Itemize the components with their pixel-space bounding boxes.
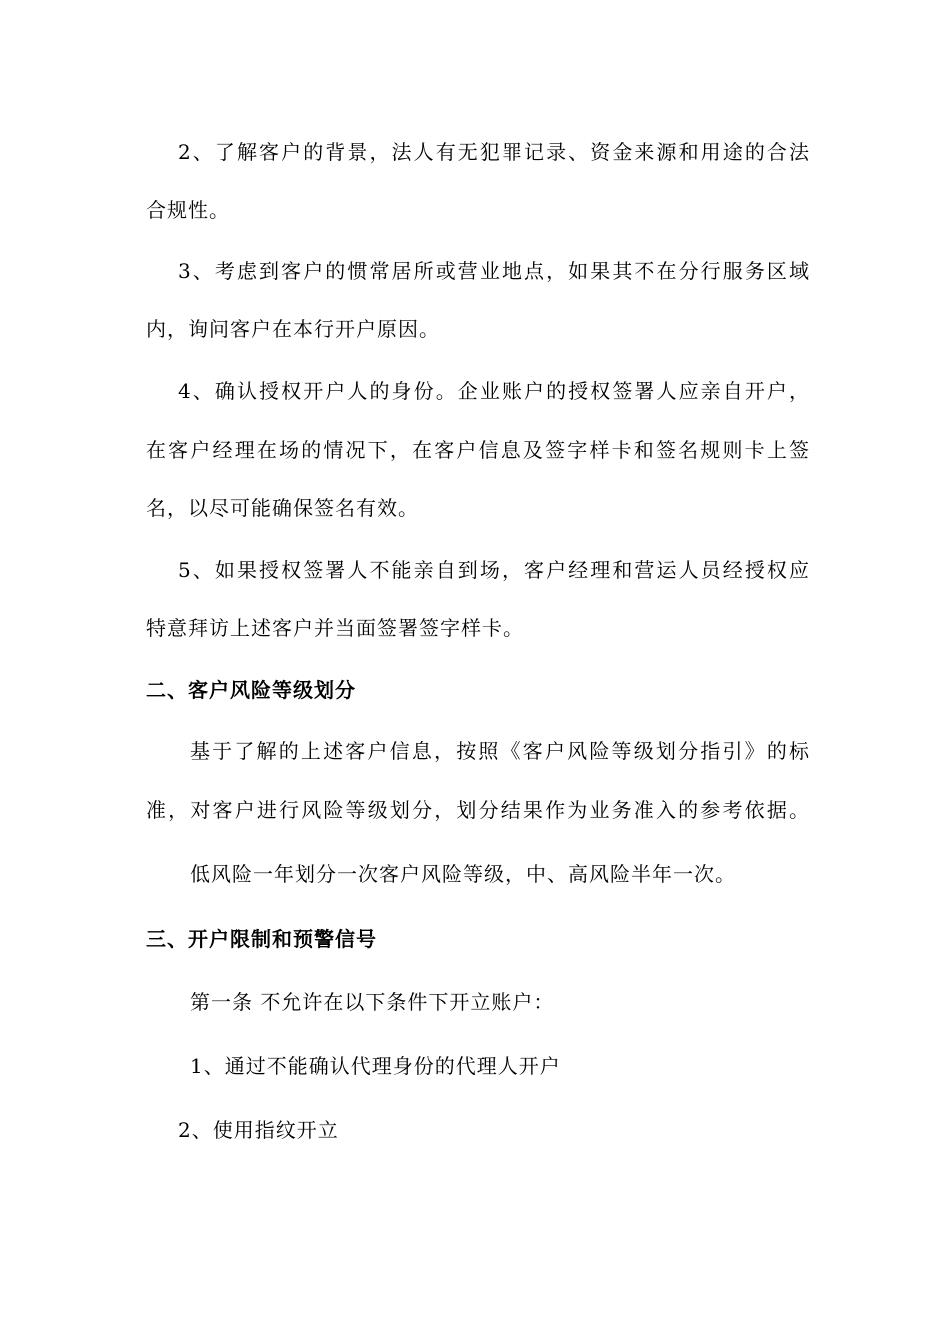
section-2-para-1-line-2: 准，对客户进行风险等级划分，划分结果作为业务准入的参考依据。: [146, 798, 810, 822]
section-2-para-1-line-1: 基于了解的上述客户信息，按照《客户风险等级划分指引》的标: [190, 739, 810, 763]
section-3-item-2: 2、使用指纹开立: [178, 1118, 339, 1142]
section-2-para-2: 低风险一年划分一次客户风险等级，中、高风险半年一次。: [190, 862, 736, 886]
paragraph-5-line-2: 特意拜访上述客户并当面签署签字样卡。: [146, 616, 524, 640]
paragraph-4-line-2: 在客户经理在场的情况下，在客户信息及签字样卡和签名规则卡上签: [146, 438, 810, 462]
section-3-heading: 三、开户限制和预警信号: [146, 927, 377, 951]
section-3-article-1: 第一条 不允许在以下条件下开立账户：: [190, 990, 555, 1014]
paragraph-3-line-2: 内，询问客户在本行开户原因。: [146, 317, 440, 341]
paragraph-2-line-1: 2、了解客户的背景，法人有无犯罪记录、资金来源和用途的合法: [178, 140, 810, 164]
paragraph-2-line-2: 合规性。: [146, 198, 230, 222]
paragraph-5-line-1: 5、如果授权签署人不能亲自到场，客户经理和营运人员经授权应: [178, 558, 810, 582]
paragraph-3-line-1: 3、考虑到客户的惯常居所或营业地点，如果其不在分行服务区域: [178, 259, 810, 283]
paragraph-4-line-3: 名，以尽可能确保签名有效。: [146, 496, 419, 520]
paragraph-4-line-1: 4、确认授权开户人的身份。企业账户的授权签署人应亲自开户，: [178, 379, 810, 403]
section-3-item-1: 1、通过不能确认代理身份的代理人开户: [190, 1054, 561, 1078]
section-2-heading: 二、客户风险等级划分: [146, 678, 356, 702]
